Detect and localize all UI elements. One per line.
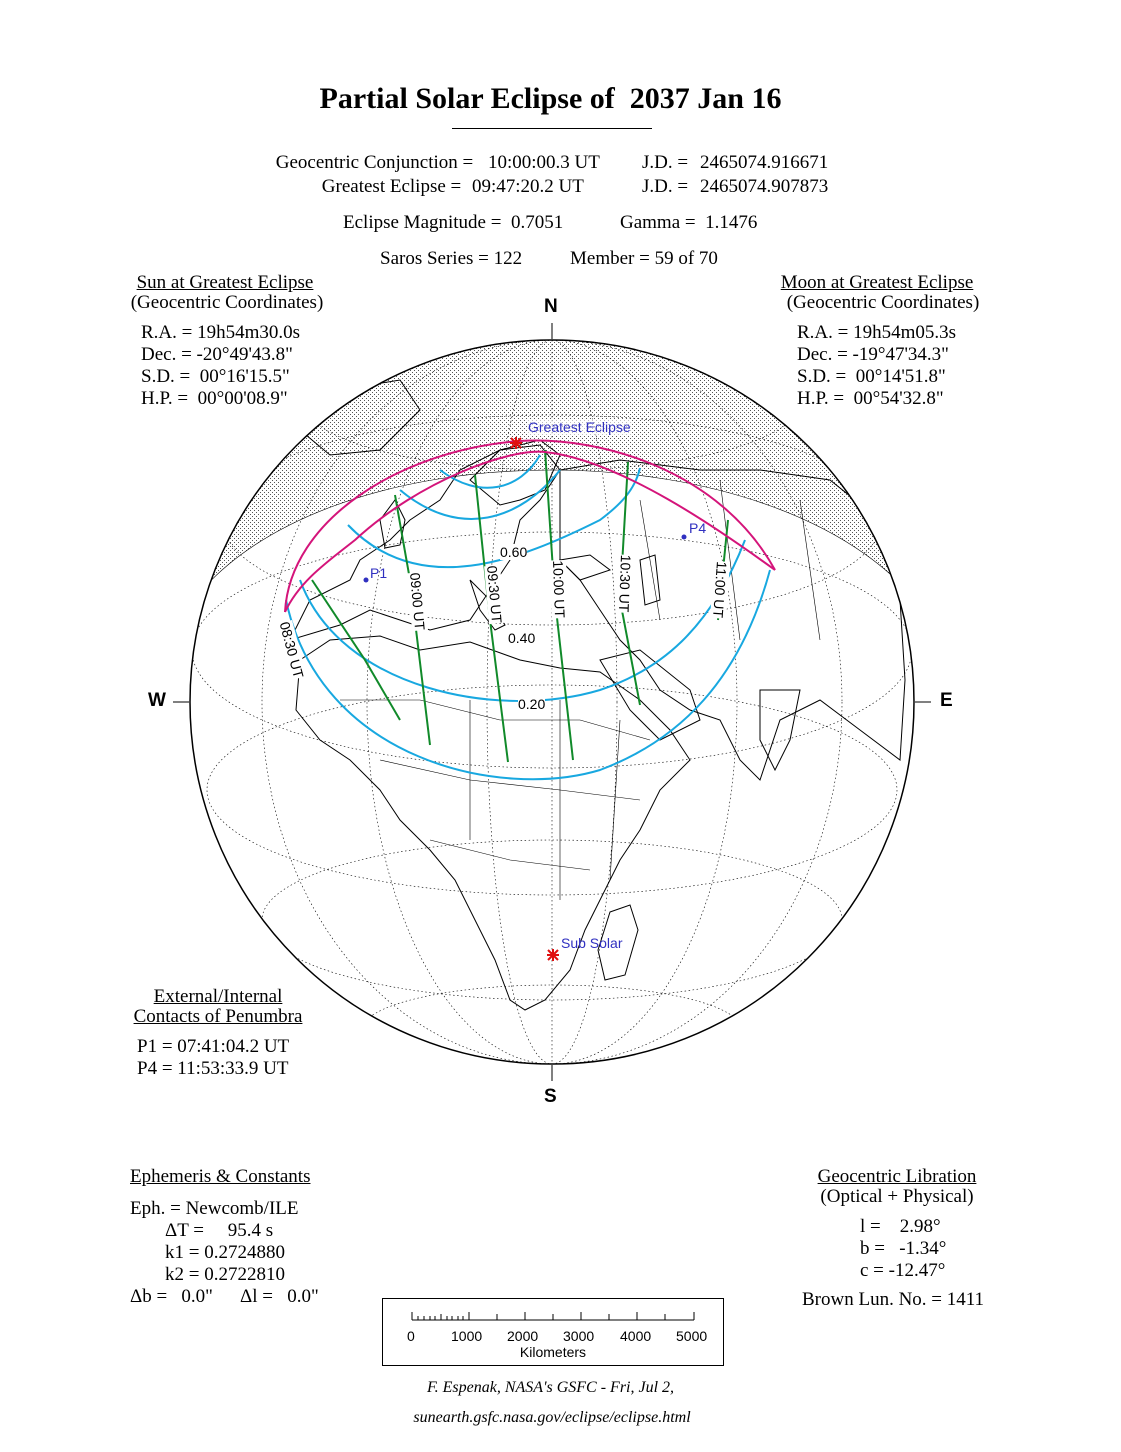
libration-c: c = -12.47° [860,1260,946,1281]
time-label-1100: 11:00 UT [710,560,730,619]
country-borders-1 [340,700,650,740]
conjunction-time: 10:00:00.3 UT [488,152,600,173]
gamma: Gamma = 1.1476 [620,212,758,233]
magnitude-contours [286,455,770,779]
time-label-0830: 08:30 UT [276,620,307,680]
compass-south: S [544,1086,557,1107]
time-label-0930: 09:30 UT [484,565,506,624]
p4-point [682,535,687,540]
scale-tick-4000: 4000 [620,1328,652,1344]
sub-solar-marker [547,949,559,961]
compass-north: N [544,296,558,317]
ephemeris-k2: k2 = 0.2722810 [165,1264,285,1285]
ephemeris-delta-b: Δb = 0.0" [130,1286,213,1307]
sun-sd: S.D. = 00°16'15.5" [141,366,290,387]
moon-heading: Moon at Greatest Eclipse [780,272,974,293]
scale-tick-3000: 3000 [563,1328,595,1344]
compass-east: E [940,690,953,711]
greatest-eclipse-jd: 2465074.907873 [700,176,829,197]
saros-member: Member = 59 of 70 [570,248,718,269]
moon-ra: R.A. = 19h54m05.3s [797,322,957,343]
p1-label: P1 [370,565,388,581]
sun-subheading: (Geocentric Coordinates) [130,292,324,313]
sun-ra: R.A. = 19h54m30.0s [141,322,301,343]
country-borders-4 [470,700,620,900]
ephemeris-k1: k1 = 0.2724880 [165,1242,285,1263]
scale-tick-2000: 2000 [507,1328,539,1344]
ephemeris-eph: Eph. = Newcomb/ILE [130,1198,299,1219]
moon-subheading: (Geocentric Coordinates) [786,292,980,313]
greatest-eclipse-label: Greatest Eclipse = [321,176,466,197]
uk [380,500,405,548]
caspian [640,555,660,605]
credits-line-2: sunearth.gsfc.nasa.gov/eclipse/eclipse.html [413,1409,691,1426]
india [760,690,800,770]
scale-unit: Kilometers [519,1344,587,1360]
country-borders-2 [380,760,640,800]
libration-subheading: (Optical + Physical) [820,1186,974,1207]
magnitude-label-060: 0.60 [500,544,528,560]
magnitude-label-040: 0.40 [508,630,536,646]
contact-p1: P1 = 07:41:04.2 UT [137,1036,290,1057]
greatest-eclipse-marker [510,437,522,449]
libration-b: b = -1.34° [860,1238,947,1259]
greatest-eclipse-jd-label: J.D. = [642,176,693,197]
arabia [600,650,700,740]
magnitude-contour-0.40 [300,540,745,701]
ephemeris-heading: Ephemeris & Constants [130,1166,311,1187]
p1-point [364,578,369,583]
saros-series: Saros Series = 122 [380,248,523,269]
libration-heading: Geocentric Libration [817,1166,977,1187]
p4-label: P4 [689,520,707,536]
greatest-eclipse-time: 09:47:20.2 UT [472,176,584,197]
black-sea [560,555,610,580]
scale-tick-5000: 5000 [676,1328,708,1344]
time-label-1000: 10:00 UT [550,560,569,619]
magnitude-label-020: 0.20 [518,696,546,712]
credits-line-1: F. Espenak, NASA's GSFC - Fri, Jul 2, [426,1379,675,1396]
scale-tick-1000: 1000 [451,1328,483,1344]
contact-p4: P4 = 11:53:33.9 UT [137,1058,289,1079]
conjunction-label: Geocentric Conjunction = [275,152,478,173]
scale-tick-0: 0 [407,1328,415,1344]
moon-dec: Dec. = -19°47'34.3" [797,344,949,365]
sun-hp: H.P. = 00°00'08.9" [141,388,288,409]
sun-dec: Dec. = -20°49'43.8" [141,344,293,365]
contacts-heading-1: External/Internal [153,986,283,1007]
contacts-heading-2: Contacts of Penumbra [133,1006,303,1027]
compass-west: W [148,690,166,711]
sun-heading: Sun at Greatest Eclipse [136,272,314,293]
time-label-1030: 10:30 UT [615,554,634,613]
time-line-0830 [312,580,400,720]
moon-sd: S.D. = 00°14'51.8" [797,366,946,387]
moon-hp: H.P. = 00°54'32.8" [797,388,944,409]
eclipse-magnitude: Eclipse Magnitude = 0.7051 [343,212,564,233]
page-title: Partial Solar Eclipse of 2037 Jan 16 [319,82,782,115]
ephemeris-delta-l: Δl = 0.0" [240,1286,319,1307]
time-label-0900: 09:00 UT [407,572,429,631]
sub-solar-label: Sub Solar [561,935,623,951]
conjunction-jd: 2465074.916671 [700,152,829,173]
conjunction-jd-label: J.D. = [642,152,693,173]
libration-l: l = 2.98° [860,1216,941,1237]
ephemeris-delta-t: ΔT = 95.4 s [165,1220,274,1241]
magnitude-contour-0.20 [286,570,770,779]
brown-lunation: Brown Lun. No. = 1411 [802,1289,985,1310]
greatest-eclipse-label: Greatest Eclipse [528,419,631,435]
